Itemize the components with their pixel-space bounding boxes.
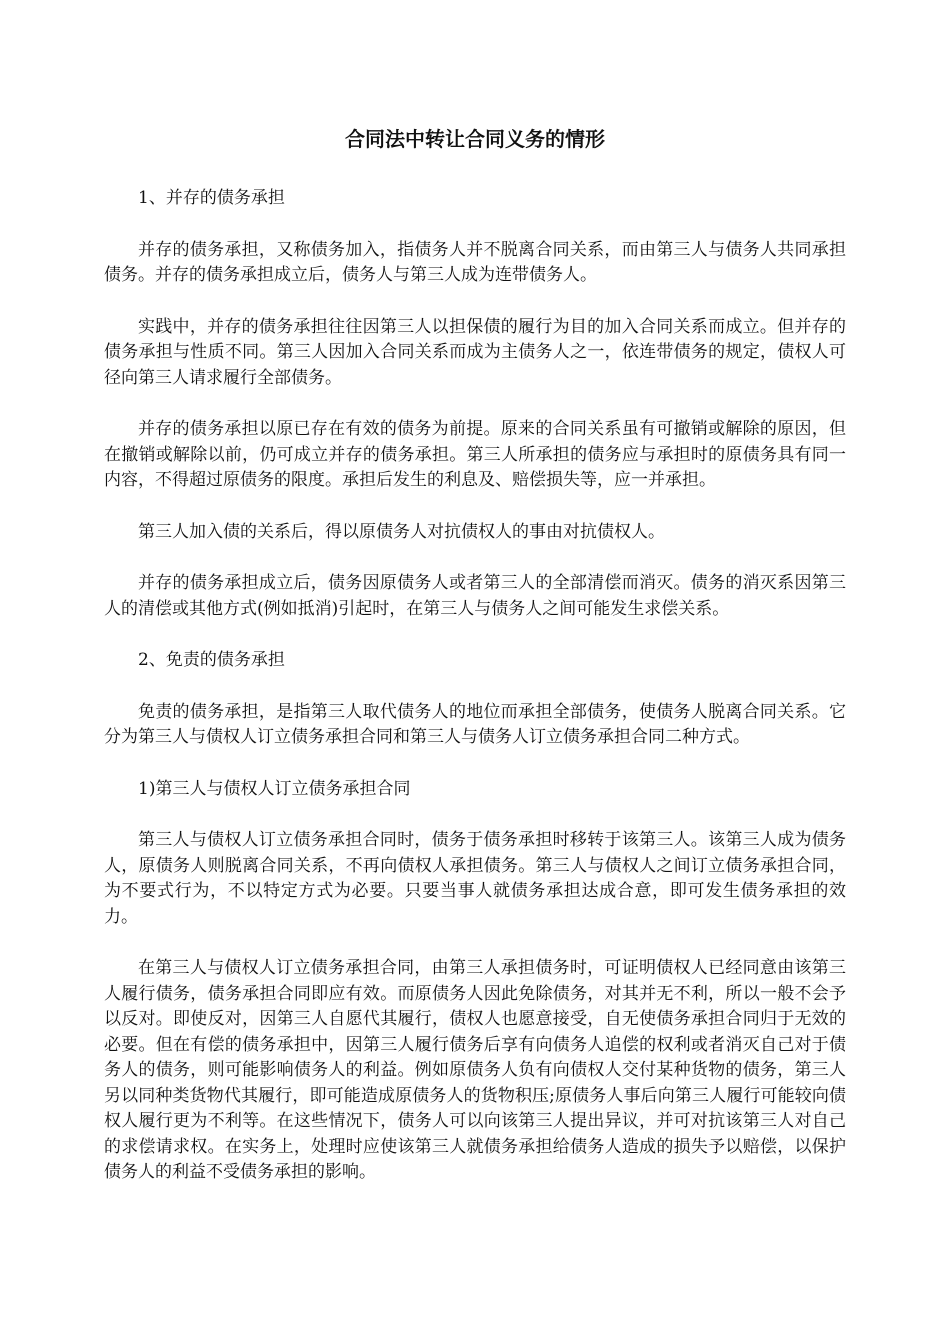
body-paragraph: 并存的债务承担，又称债务加入，指债务人并不脱离合同关系，而由第三人与债务人共同承担债务。并存的债务承担成立后，债务人与第三人成为连带债务人。 <box>104 239 846 285</box>
section-heading-1: 1、并存的债务承担 <box>138 188 285 208</box>
subsection-heading: 1)第三人与债权人订立债务承担合同 <box>138 778 411 799</box>
document-title: 合同法中转让合同义务的情形 <box>345 127 605 151</box>
body-paragraph: 第三人与债权人订立债务承担合同时，债务于债务承担时移转于该第三人。该第三人成为债务人，原债务人则脱离合同关系，不再向债权人承担债务。第三人与债权人之间订立债务承担合同，为不要式行为，不以特定方式为必要。只要当事人就债务承担达成合意，即可发生债务承担的效力。 <box>104 830 846 927</box>
body-paragraph: 并存的债务承担成立后，债务因原债务人或者第三人的全部清偿而消灭。债务的消灭系因第三人的清偿或其他方式(例如抵消)引起时，在第三人与债务人之间可能发生求偿关系。 <box>104 573 846 619</box>
body-paragraph: 实践中，并存的债务承担往往因第三人以担保债的履行为目的加入合同关系而成立。但并存的债务承担与性质不同。第三人因加入合同关系而成为主债务人之一，依连带债务的规定，债权人可径向第三人请求履行全部债务。 <box>104 316 846 388</box>
body-paragraph: 在第三人与债权人订立债务承担合同，由第三人承担债务时，可证明债权人已经同意由该第三人履行债务，债务承担合同即应有效。而原债务人因此免除债务，对其并无不利，所以一般不会予以反对。即使反对，因第三人自愿代其履行，债权人也愿意接受，自无使债务承担合同归于无效的必要。但在有偿的债务承担中，因第三人履行债务后享有向债务人追偿的权利或者消灭自己对于债务人的债务，则可能影响债务人的利益。例如原债务人负有向债权人交付某种货物的债务，第三人另以同种类货物代其履行，即可能造成原债务人的货物积压;原债务人事后向第三人履行可能较向债权人履行更为不利等。在这些情况下，债务人可以向该第三人提出异议，并可对抗该第三人对自己的求偿请求权。在实务上，处理时应使该第三人就债务承担给债务人造成的损失予以赔偿，以保护债务人的利益不受债务承担的影响。 <box>104 958 846 1182</box>
body-paragraph: 并存的债务承担以原已存在有效的债务为前提。原来的合同关系虽有可撤销或解除的原因，但在撤销或解除以前，仍可成立并存的债务承担。第三人所承担的债务应与承担时的原债务具有同一内容，不得超过原债务的限度。承担后发生的利息及、赔偿损失等，应一并承担。 <box>104 419 846 490</box>
body-paragraph: 第三人加入债的关系后，得以原债务人对抗债权人的事由对抗债权人。 <box>138 521 665 542</box>
document-body <box>104 186 846 1212</box>
section-heading-2: 2、免责的债务承担 <box>138 650 285 670</box>
body-paragraph: 免责的债务承担，是指第三人取代债务人的地位而承担全部债务，使债务人脱离合同关系。它分为第三人与债权人订立债务承担合同和第三人与债务人订立债务承担合同二种方式。 <box>104 701 846 747</box>
